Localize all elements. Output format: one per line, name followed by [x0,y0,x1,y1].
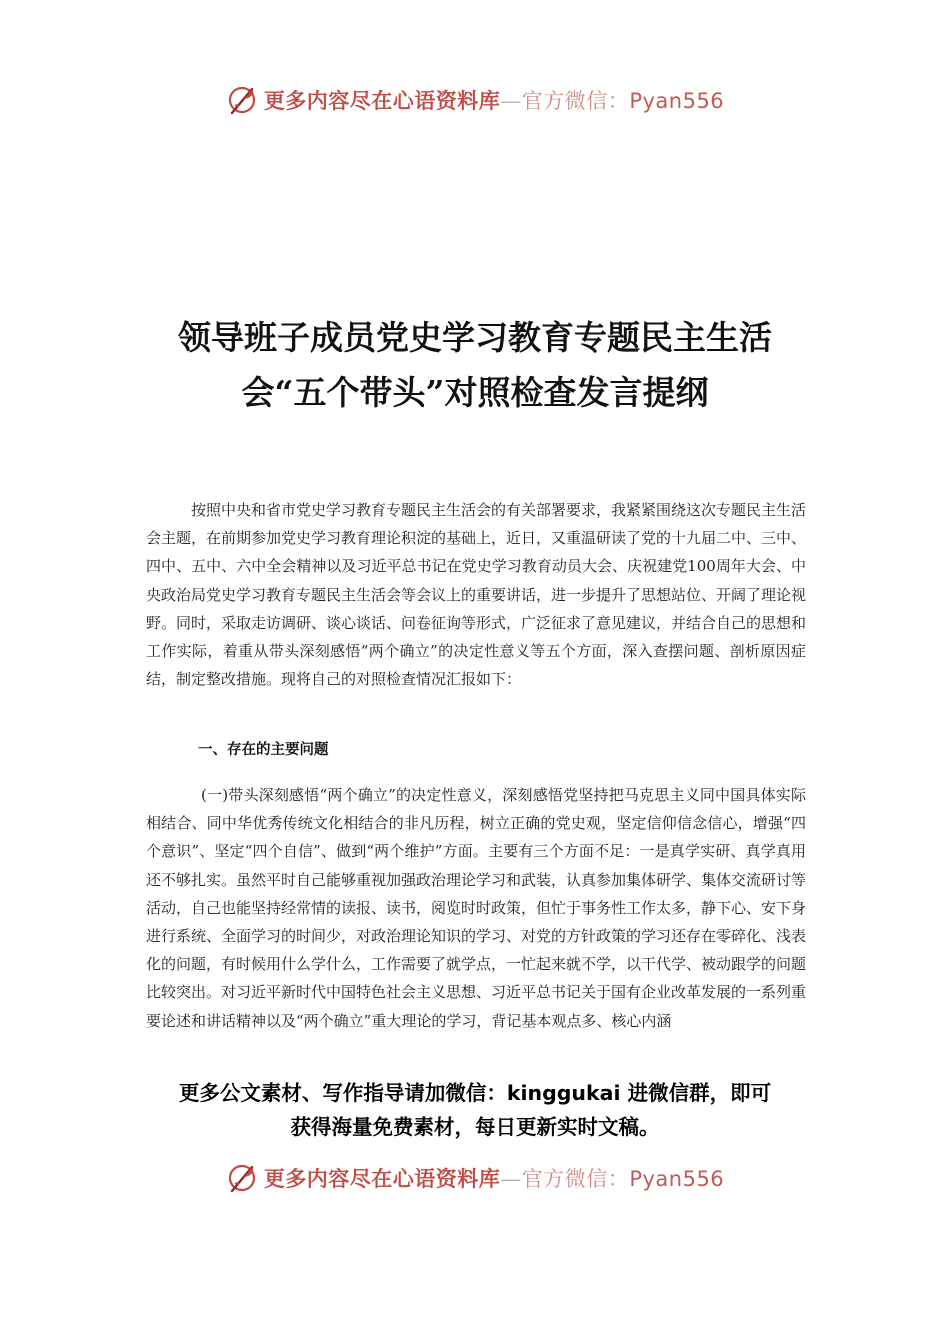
footer-watermark-banner [0,1158,950,1198]
banner-text [264,85,724,115]
banner-brand: 更多内容尽在心语资料库 [263,88,501,113]
title-line-1: 领导班子成员党史学习教育专题民主生活 [178,318,772,357]
promo-line-2: 获得海量免费素材，每日更新实时文稿。 [290,1115,660,1139]
promo-notice [120,1076,830,1144]
banner-brand: 更多内容尽在心语资料库 [263,1166,501,1191]
banner-official-label: 官方微信： [521,1167,630,1191]
title-line-2: 会“五个带头”对照检查发言提纲 [241,373,709,412]
banner-dash: — [500,1167,522,1191]
header-watermark-banner [0,80,950,120]
banner-wechat-id: Pyan556 [629,1167,725,1191]
quill-logo-icon [226,1161,260,1195]
section-heading-1: 一、存在的主要问题 [198,742,329,758]
section-1-paragraph: (一)带头深刻感悟“两个确立”的决定性意义，深刻感悟党坚持把马克思主义同中国具体实际相结合、同中华优秀传统文化相结合的非凡历程，树立正确的党史观，坚定信仰信念信心，增强“四个意识”、坚定“四个自信”、做到“两个维护”方面。主要有三个方面不足：一是真学实研、真学真用还不够扎实。虽然平时自己能够重视加强政治理论学习和武装，认真参加集体研学、集体交流研讨等活动，自己也能坚持经常情的读报、读书，阅览时时政策，但忙于事务性工作太多，静下心、安下身进行系统、全面学习的时间少，对政治理论知识的学习、对党的方针政策的学习还存在零碎化、浅表化的问题，有时候用什么学什么，工作需要了就学点，一忙起来就不学，以干代学、被动跟学的问题比较突出。对习近平新时代中国特色社会主义思想、习近平总书记关于国有企业改革发展的一系列重要论述和讲话精神以及“两个确立”重大理论的学习，背记基本观点多、核心内涵 [146,786,807,1030]
promo-line-1: 更多公文素材、写作指导请加微信：kinggukai 进微信群，即可 [178,1081,772,1105]
quill-logo-icon [226,83,260,117]
banner-dash: — [500,89,522,113]
banner-wechat-id: Pyan556 [629,89,725,113]
banner-text [264,1163,724,1193]
banner-official-label: 官方微信： [521,89,630,113]
document-title [120,310,830,420]
intro-paragraph: 按照中央和省市党史学习教育专题民主生活会的有关部署要求，我紧紧围绕这次专题民主生活会主题，在前期参加党史学习教育理论积淀的基础上，近日，又重温研读了党的十九届二中、三中、四中、五中、六中全会精神以及习近平总书记在党史学习教育动员大会、庆祝建党100周年大会、中央政治局党史学习教育专题民主生活会等会议上的重要讲话，进一步提升了思想站位、开阔了理论视野。同时，采取走访调研、谈心谈话、问卷征询等形式，广泛征求了意见建议，并结合自己的思想和工作实际，着重从带头深刻感悟“两个确立”的决定性意义等五个方面，深入查摆问题、剖析原因症结，制定整改措施。现将自己的对照检查情况汇报如下： [146,501,807,689]
